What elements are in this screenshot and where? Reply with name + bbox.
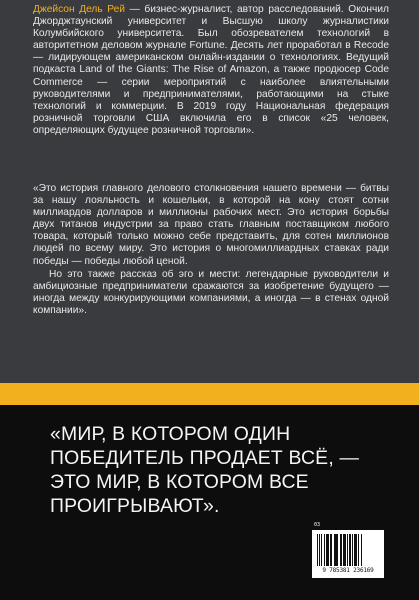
barcode-bars <box>317 534 379 566</box>
barcode-code: 03 <box>314 522 321 528</box>
author-bio-text: — бизнес-журналист, автор расследований. Окончил Джорджтаунский университет и Высшую школу журналистики Колумбийского университета. Был обозревателем технологий в авторитетном деловом журнале Fortune. Десять лет проработал в Recode — лидирующем американском онлайн-издании о технологиях. Ведущий подкаста Land of the Giants: The Rise of Amazon, а также продюсер Code Commerce — серии мероприятий с наиболее влиятельными руководителями и предпринимателями, работающими на стыке технологий и коммерции. В 2019 году Национальная федерация розничной торговли США включила его в список «25 человек, определяющих будущее розничной торговли». <box>33 4 389 136</box>
isbn-barcode <box>312 530 384 578</box>
barcode-bar <box>349 534 351 566</box>
barcode-bar <box>337 534 338 566</box>
yellow-divider-band <box>0 383 419 405</box>
barcode-bar <box>330 534 332 566</box>
barcode-bar <box>324 534 325 566</box>
book-description <box>33 183 389 317</box>
barcode-bar <box>344 534 346 566</box>
description-paragraph-2: Но это также рассказ об эго и мести: легендарные руководители и амбициозные предприниматели сражаются за изобретение будущего — иногда между конкурирующими компаниями, а иногда — в стенах одной компании». <box>33 268 389 316</box>
description-paragraph-1: «Это история главного делового столкновения нашего времени — битвы за нашу лояльность и кошельки, в которой на кону стоят сотни миллиардов долларов и миллионы рабочих мест. Это история борьбы двух титанов индустрии за право стать главным поставщиком любого товара, который только можно себе представить, для сотен миллионов людей по всему миру. Это история о многомиллиардных ставках ради победы — победы любой ценой. <box>33 183 389 267</box>
isbn-digits: 9 785381 236169 <box>322 567 374 574</box>
cover-quote: «МИР, В КОТОРОМ ОДИН ПОБЕДИТЕЛЬ ПРОДАЕТ ВСЁ, — ЭТО МИР, В КОТОРОМ ВСЕ ПРОИГРЫВАЮТ». <box>50 423 360 517</box>
barcode-bar <box>361 534 362 566</box>
author-bio <box>33 4 389 137</box>
barcode-bar <box>358 534 359 566</box>
barcode-bar <box>321 534 322 566</box>
author-name: Джейсон Дель Рей <box>33 4 125 15</box>
barcode-bar <box>340 534 342 566</box>
barcode-bar <box>352 534 353 566</box>
